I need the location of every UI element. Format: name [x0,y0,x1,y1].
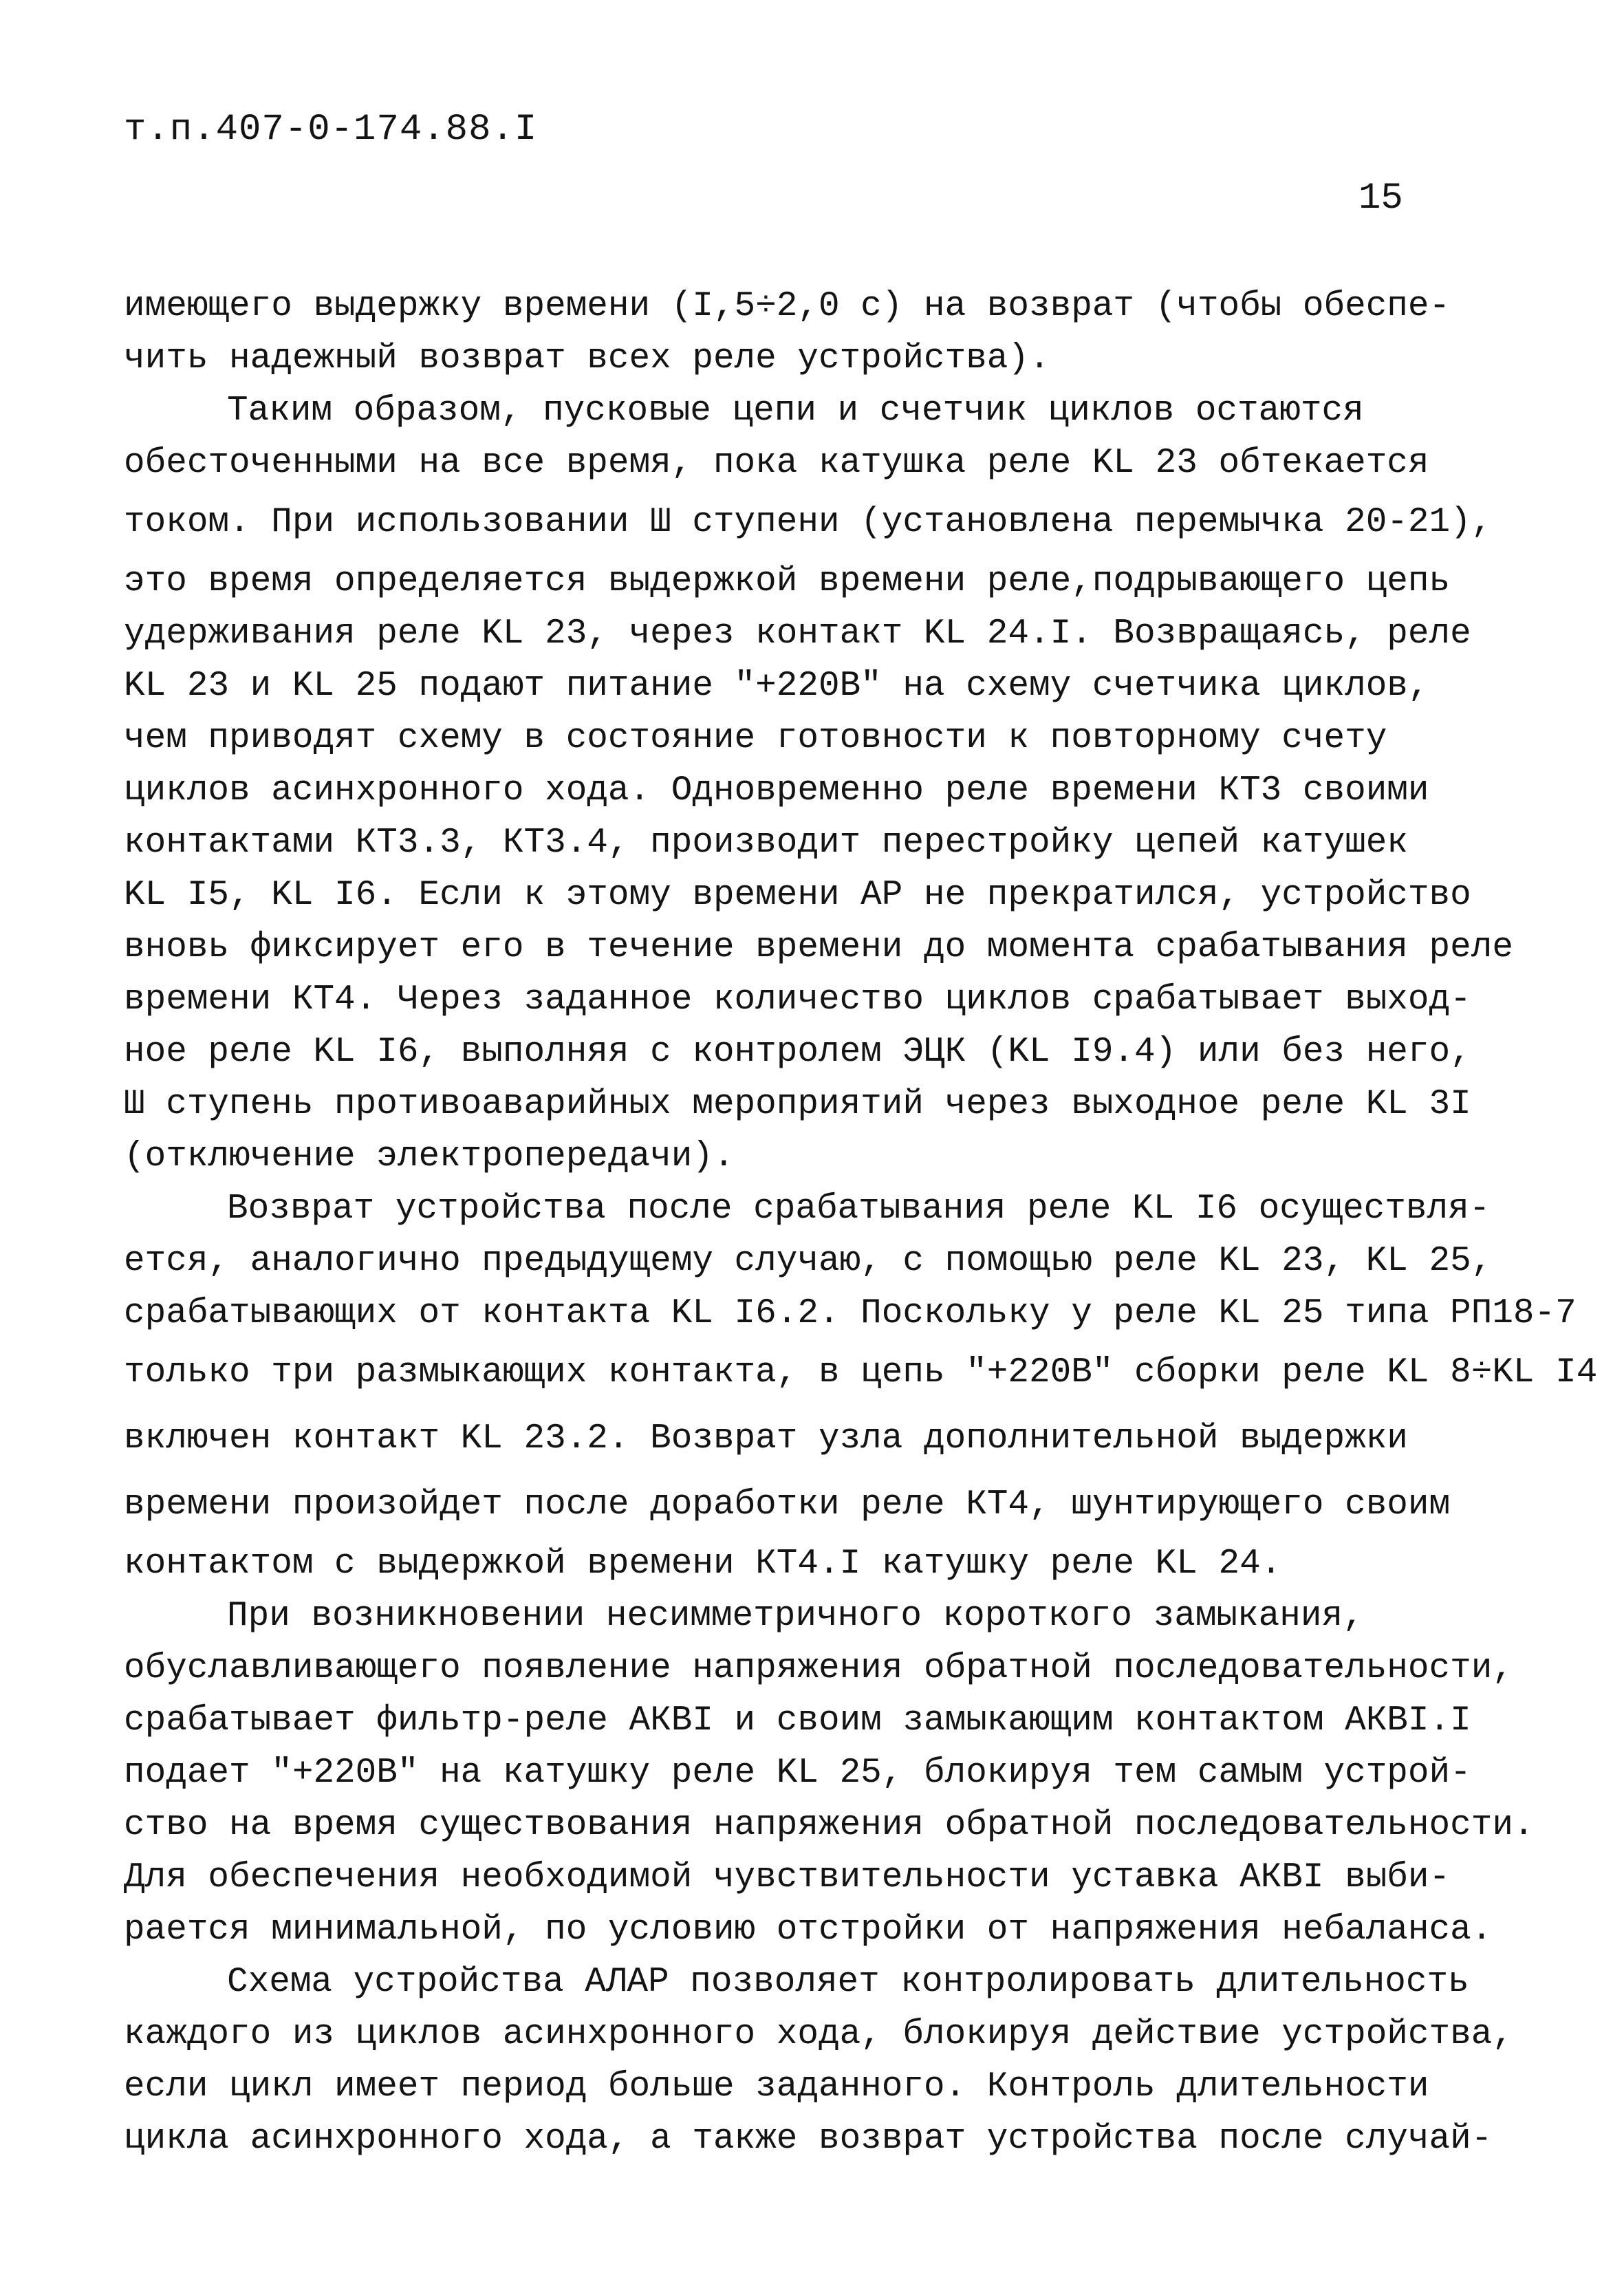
text-line: удерживания реле KL 23, через контакт KL 24.I. Возвращаясь, реле [124,614,1471,654]
paragraph-start-line: Возврат устройства после срабатывания реле KL I6 осуществля- [227,1189,1491,1229]
text-line: чем приводят схему в состояние готовности к повторному счету [124,719,1387,758]
text-line: (отключение электропередачи). [124,1137,735,1176]
text-line: времени КТ4. Через заданное количество циклов срабатывает выход- [124,980,1471,1020]
paragraph-start-line: Схема устройства АЛАР позволяет контролировать длительность [227,1963,1469,2002]
text-line: обесточенными на все время, пока катушка реле KL 23 обтекается [124,444,1429,483]
text-line: чить надежный возврат всех реле устройства). [124,339,1050,378]
text-line: ется, аналогично предыдущему случаю, с помощью реле KL 23, KL 25, [124,1242,1493,1281]
text-line: обуславливающего появление напряжения обратной последовательности, [124,1649,1513,1688]
text-line: срабатывающих от контакта KL I6.2. Поскольку у реле KL 25 типа РП18-7 [124,1294,1577,1333]
text-line: цикла асинхронного хода, а также возврат устройства после случай- [124,2120,1493,2159]
text-line: вновь фиксирует его в течение времени до момента срабатывания реле [124,928,1513,967]
paragraph-start-line: Таким образом, пусковые цепи и счетчик циклов остаются [227,391,1364,431]
text-line: контактами КТ3.3, КТ3.4, производит перестройку цепей катушек [124,823,1408,863]
text-line: ное реле KL I6, выполняя с контролем ЭЦК (KL I9.4) или без него, [124,1033,1471,1072]
text-line: каждого из циклов асинхронного хода, блокируя действие устройства, [124,2015,1513,2054]
text-line: это время определяется выдержкой времени реле,подрывающего цепь [124,562,1451,601]
text-line: только три размыкающих контакта, в цепь "+220В" сборки реле KL 8÷KL I4 [124,1353,1598,1392]
body-text [124,281,1598,2166]
paragraph-start-line: При возникновении несимметричного короткого замыкания, [227,1597,1364,1636]
text-line: контактом с выдержкой времени КТ4.I катушку реле KL 24. [124,1544,1282,1584]
text-line: имеющего выдержку времени (I,5÷2,0 с) на возврат (чтобы обеспе- [124,287,1451,326]
text-line: рается минимальной, по условию отстройки от напряжения небаланса. [124,1910,1493,1950]
text-line: подает "+220В" на катушку реле KL 25, блокируя тем самым устрой- [124,1754,1471,1793]
text-line: Для обеспечения необходимой чувствительности уставка АКВI выби- [124,1858,1451,1897]
text-line: времени произойдет после доработки реле КТ4, шунтирующего своим [124,1485,1451,1524]
text-line: KL I5, KL I6. Если к этому времени АР не прекратился, устройство [124,876,1471,915]
text-line: срабатывает фильтр-реле АКВI и своим замыкающим контактом АКВI.I [124,1701,1471,1740]
document-code: т.п.407-0-174.88.I [124,109,538,151]
text-line: током. При использовании Ш ступени (установлена перемычка 20-21), [124,503,1493,542]
text-line: ство на время существования напряжения обратной последовательности. [124,1806,1535,1845]
text-line: включен контакт KL 23.2. Возврат узла дополнительной выдержки [124,1419,1408,1458]
text-line: если цикл имеет период больше заданного. Контроль длительности [124,2067,1429,2106]
page-number: 15 [1358,177,1403,219]
text-line: KL 23 и KL 25 подают питание "+220В" на схему счетчика циклов, [124,667,1429,706]
text-line: циклов асинхронного хода. Одновременно реле времени КТ3 своими [124,771,1429,810]
text-line: Ш ступень противоаварийных мероприятий через выходное реле KL 3I [124,1085,1471,1124]
